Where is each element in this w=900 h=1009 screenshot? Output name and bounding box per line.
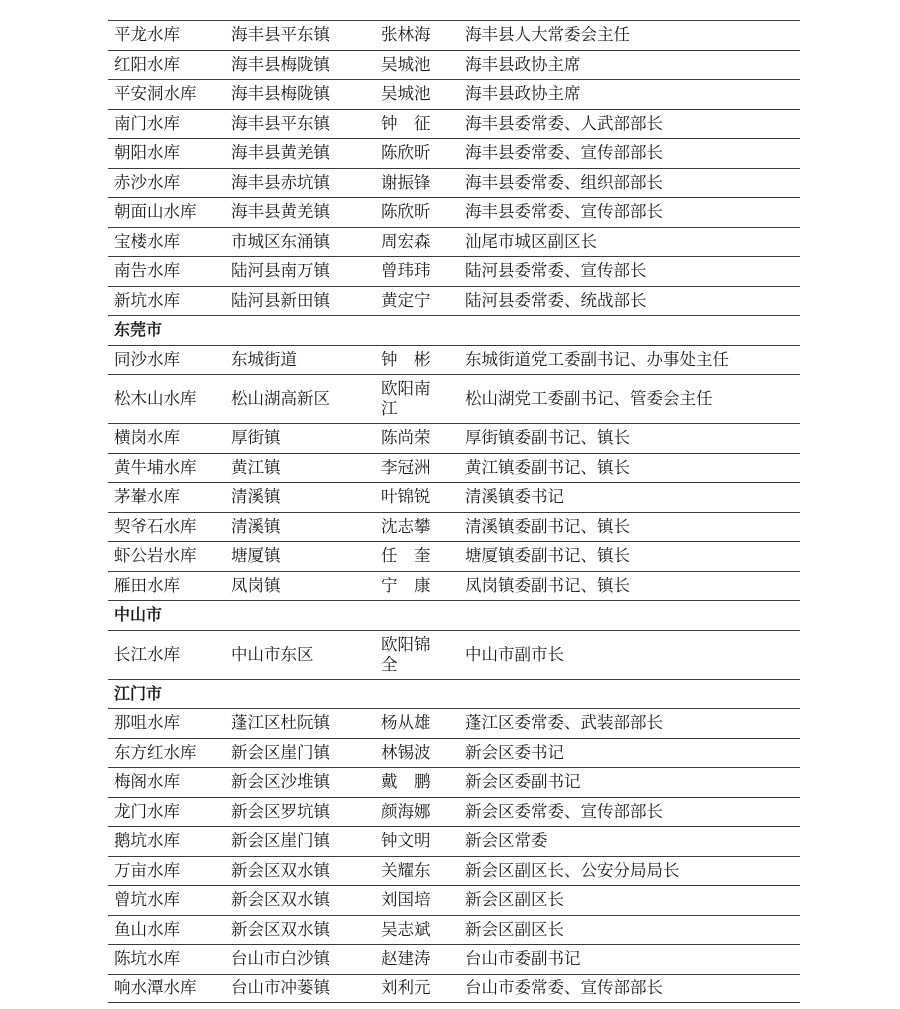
location-cell: 黄江镇 xyxy=(231,457,281,477)
position-title-cell: 海丰县委常委、组织部部长 xyxy=(465,172,663,192)
position-title-cell: 蓬江区委常委、武装部部长 xyxy=(465,713,663,733)
position-title-cell: 凤岗镇委副书记、镇长 xyxy=(465,575,630,595)
location-cell: 松山湖高新区 xyxy=(231,389,330,408)
table-row xyxy=(108,482,800,512)
location-cell: 台山市白沙镇 xyxy=(231,949,330,969)
position-title-cell: 新会区副区长、公安分局局长 xyxy=(465,860,680,880)
location-cell: 凤岗镇 xyxy=(231,575,281,595)
person-cell: 吴城池 xyxy=(381,84,431,104)
person-cell: 叶锦锐 xyxy=(381,487,431,507)
position-title-cell: 海丰县委常委、宣传部部长 xyxy=(465,143,663,163)
table-row xyxy=(108,20,800,50)
position-title-cell: 清溪镇委副书记、镇长 xyxy=(465,516,630,536)
person-cell: 吴志斌 xyxy=(381,919,431,939)
position-title-cell: 中山市副市长 xyxy=(465,644,564,664)
reservoir-name-cell: 平安洞水库 xyxy=(114,84,197,104)
table-row xyxy=(108,50,800,80)
person-cell: 黄定宁 xyxy=(381,290,431,310)
person-cell: 李冠洲 xyxy=(381,457,431,477)
location-cell: 中山市东区 xyxy=(231,644,314,664)
person-cell: 欧阳锦全 xyxy=(381,634,431,674)
reservoir-name-cell: 响水潭水库 xyxy=(114,978,197,998)
location-cell: 新会区罗坑镇 xyxy=(231,801,330,821)
reservoir-name-cell: 万亩水库 xyxy=(114,860,180,880)
reservoir-name-cell: 龙门水库 xyxy=(114,801,180,821)
position-title-cell: 新会区委常委、宣传部部长 xyxy=(465,801,663,821)
location-cell: 新会区双水镇 xyxy=(231,919,330,939)
person-cell: 钟 征 xyxy=(381,113,431,133)
position-title-cell: 海丰县委常委、宣传部部长 xyxy=(465,202,663,222)
person-cell: 吴城池 xyxy=(381,54,431,74)
position-title-cell: 东城街道党工委副书记、办事处主任 xyxy=(465,349,729,369)
person-cell: 曾玮玮 xyxy=(381,261,431,281)
table-row xyxy=(108,738,800,768)
reservoir-name-cell: 朝面山水库 xyxy=(114,202,197,222)
location-cell: 新会区双水镇 xyxy=(231,890,330,910)
location-cell: 厚街镇 xyxy=(231,428,281,448)
reservoir-name-cell: 宝楼水库 xyxy=(114,231,180,251)
person-cell: 陈欣昕 xyxy=(381,143,431,163)
position-title-cell: 新会区副区长 xyxy=(465,919,564,939)
section-header-row xyxy=(108,600,800,630)
reservoir-name-cell: 长江水库 xyxy=(114,644,180,664)
location-cell: 塘厦镇 xyxy=(231,546,281,566)
person-cell: 林锡波 xyxy=(381,742,431,762)
position-title-cell: 台山市委副书记 xyxy=(465,949,581,969)
section-header-row xyxy=(108,679,800,709)
person-cell: 颜海娜 xyxy=(381,801,431,821)
location-cell: 新会区双水镇 xyxy=(231,860,330,880)
location-cell: 陆河县南万镇 xyxy=(231,261,330,281)
person-cell: 钟 彬 xyxy=(381,349,431,369)
position-title-cell: 厚街镇委副书记、镇长 xyxy=(465,428,630,448)
reservoir-name-cell: 鹅坑水库 xyxy=(114,831,180,851)
table-row xyxy=(108,571,800,601)
person-cell: 沈志攀 xyxy=(381,516,431,536)
position-title-cell: 海丰县人大常委会主任 xyxy=(465,25,630,45)
table-row xyxy=(108,453,800,483)
person-cell: 关耀东 xyxy=(381,860,431,880)
location-cell: 海丰县赤坑镇 xyxy=(231,172,330,192)
reservoir-name-cell: 东方红水库 xyxy=(114,742,197,762)
table-row xyxy=(108,797,800,827)
reservoir-name-cell: 鱼山水库 xyxy=(114,919,180,939)
table-row xyxy=(108,423,800,453)
position-title-cell: 汕尾市城区副区长 xyxy=(465,231,597,251)
table-row xyxy=(108,227,800,257)
person-cell: 戴 鹏 xyxy=(381,772,431,792)
position-title-cell: 新会区副区长 xyxy=(465,890,564,910)
section-label: 中山市 xyxy=(114,605,163,625)
table-row xyxy=(108,286,800,316)
person-cell: 欧阳南江 xyxy=(381,379,431,418)
reservoir-name-cell: 茅輋水库 xyxy=(114,487,180,507)
location-cell: 清溪镇 xyxy=(231,516,281,536)
position-title-cell: 黄江镇委副书记、镇长 xyxy=(465,457,630,477)
reservoir-name-cell: 黄牛埔水库 xyxy=(114,457,197,477)
table-row xyxy=(108,885,800,915)
location-cell: 海丰县黄羌镇 xyxy=(231,143,330,163)
location-cell: 海丰县梅陇镇 xyxy=(231,84,330,104)
table-row xyxy=(108,630,800,679)
person-cell: 宁 康 xyxy=(381,575,431,595)
reservoir-name-cell: 红阳水库 xyxy=(114,54,180,74)
person-cell: 任 奎 xyxy=(381,546,431,566)
reservoir-name-cell: 松木山水库 xyxy=(114,389,197,408)
reservoir-name-cell: 新坑水库 xyxy=(114,290,180,310)
position-title-cell: 海丰县政协主席 xyxy=(465,54,581,74)
person-cell: 谢振锋 xyxy=(381,172,431,192)
location-cell: 蓬江区杜阮镇 xyxy=(231,713,330,733)
location-cell: 台山市冲蒌镇 xyxy=(231,978,330,998)
reservoir-name-cell: 南门水库 xyxy=(114,113,180,133)
person-cell: 钟文明 xyxy=(381,831,431,851)
reservoir-name-cell: 那咀水库 xyxy=(114,713,180,733)
reservoir-name-cell: 虾公岩水库 xyxy=(114,546,197,566)
table-row xyxy=(108,345,800,375)
position-title-cell: 海丰县委常委、人武部部长 xyxy=(465,113,663,133)
location-cell: 东城街道 xyxy=(231,349,297,369)
reservoir-name-cell: 南告水库 xyxy=(114,261,180,281)
reservoir-name-cell: 同沙水库 xyxy=(114,349,180,369)
reservoir-name-cell: 曾坑水库 xyxy=(114,890,180,910)
person-cell: 陈尚荣 xyxy=(381,428,431,448)
table-row xyxy=(108,826,800,856)
table-row xyxy=(108,256,800,286)
position-title-cell: 新会区委书记 xyxy=(465,742,564,762)
position-title-cell: 新会区委副书记 xyxy=(465,772,581,792)
table-row xyxy=(108,197,800,227)
position-title-cell: 海丰县政协主席 xyxy=(465,84,581,104)
table-row xyxy=(108,708,800,738)
section-header-row xyxy=(108,315,800,345)
location-cell: 新会区沙堆镇 xyxy=(231,772,330,792)
table-row xyxy=(108,856,800,886)
person-cell: 赵建涛 xyxy=(381,949,431,969)
position-title-cell: 新会区常委 xyxy=(465,831,548,851)
person-cell: 陈欣昕 xyxy=(381,202,431,222)
reservoir-name-cell: 平龙水库 xyxy=(114,25,180,45)
person-cell: 周宏森 xyxy=(381,231,431,251)
section-label: 江门市 xyxy=(114,683,163,703)
table-row xyxy=(108,374,800,423)
table-row xyxy=(108,915,800,945)
position-title-cell: 陆河县委常委、统战部长 xyxy=(465,290,647,310)
table-row xyxy=(108,767,800,797)
reservoir-name-cell: 陈坑水库 xyxy=(114,949,180,969)
reservoir-name-cell: 雁田水库 xyxy=(114,575,180,595)
location-cell: 市城区东涌镇 xyxy=(231,231,330,251)
location-cell: 新会区崖门镇 xyxy=(231,742,330,762)
location-cell: 海丰县平东镇 xyxy=(231,113,330,133)
position-title-cell: 塘厦镇委副书记、镇长 xyxy=(465,546,630,566)
table-row xyxy=(108,974,800,1004)
section-label: 东莞市 xyxy=(114,320,163,340)
position-title-cell: 松山湖党工委副书记、管委会主任 xyxy=(465,389,713,408)
location-cell: 清溪镇 xyxy=(231,487,281,507)
reservoir-name-cell: 朝阳水库 xyxy=(114,143,180,163)
location-cell: 陆河县新田镇 xyxy=(231,290,330,310)
reservoir-responsibility-table xyxy=(108,20,800,1003)
table-row xyxy=(108,512,800,542)
person-cell: 刘国培 xyxy=(381,890,431,910)
reservoir-name-cell: 梅阁水库 xyxy=(114,772,180,792)
table-row xyxy=(108,944,800,974)
reservoir-name-cell: 契爷石水库 xyxy=(114,516,197,536)
person-cell: 刘利元 xyxy=(381,978,431,998)
position-title-cell: 陆河县委常委、宣传部长 xyxy=(465,261,647,281)
table-row xyxy=(108,168,800,198)
table-row xyxy=(108,541,800,571)
position-title-cell: 清溪镇委书记 xyxy=(465,487,564,507)
location-cell: 新会区崖门镇 xyxy=(231,831,330,851)
reservoir-name-cell: 赤沙水库 xyxy=(114,172,180,192)
person-cell: 杨从雄 xyxy=(381,713,431,733)
location-cell: 海丰县梅陇镇 xyxy=(231,54,330,74)
location-cell: 海丰县黄羌镇 xyxy=(231,202,330,222)
table-row xyxy=(108,109,800,139)
table-row xyxy=(108,138,800,168)
reservoir-name-cell: 横岗水库 xyxy=(114,428,180,448)
table-row xyxy=(108,79,800,109)
person-cell: 张林海 xyxy=(381,25,431,45)
position-title-cell: 台山市委常委、宣传部部长 xyxy=(465,978,663,998)
location-cell: 海丰县平东镇 xyxy=(231,25,330,45)
